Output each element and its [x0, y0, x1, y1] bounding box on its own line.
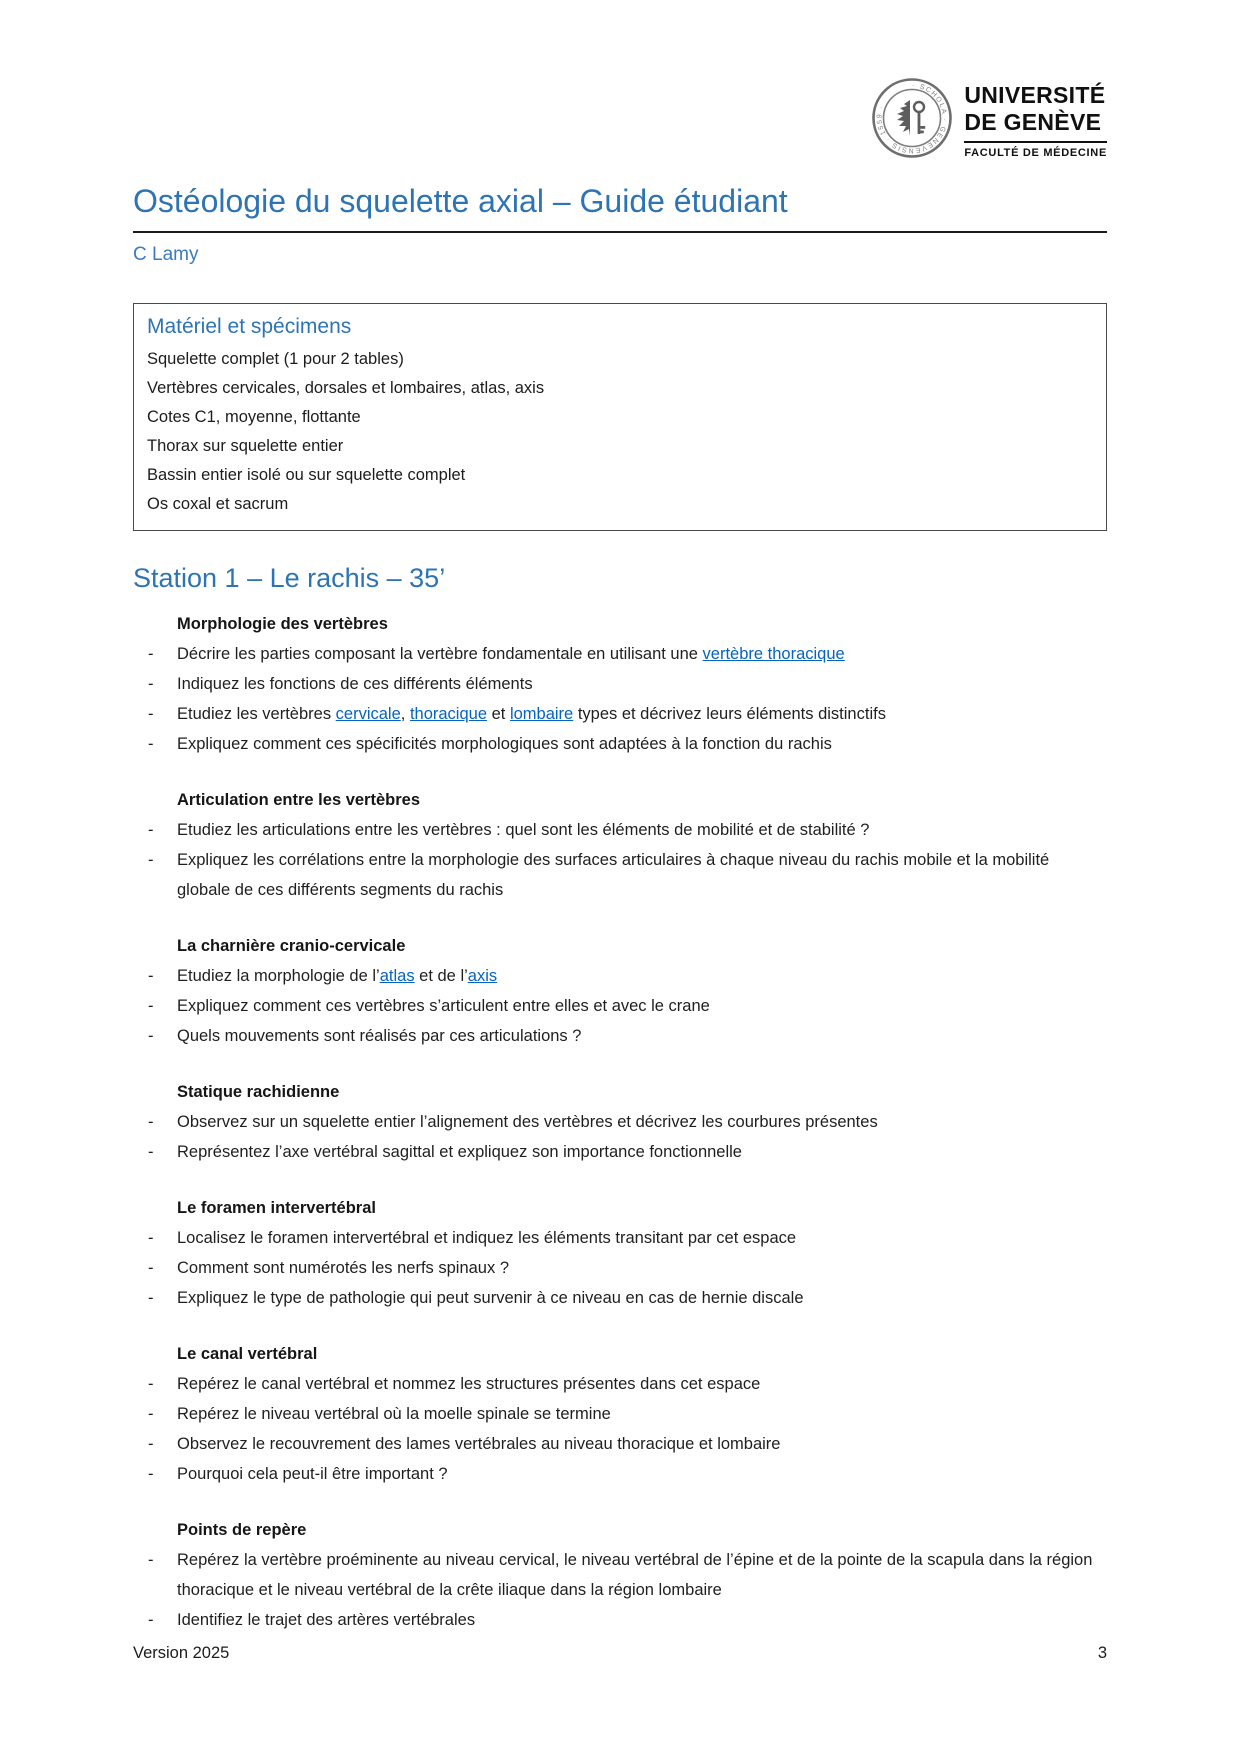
materials-item: Vertèbres cervicales, dorsales et lombaires, atlas, axis: [147, 379, 545, 397]
bullet-text: Identifiez le trajet des artères vertébrales: [177, 1611, 476, 1629]
logo-separator: [964, 141, 1107, 143]
bullet-text: Etudiez les vertèbres: [177, 705, 336, 723]
bullet-dash: -: [148, 1375, 154, 1393]
bullet-text: types et décrivez leurs éléments distinctifs: [573, 705, 886, 723]
bullet-text: Etudiez les articulations entre les vertèbres : quel sont les éléments de mobilité et de stabilité ?: [177, 821, 870, 839]
list-item: [133, 991, 1107, 1021]
link-lombaire[interactable]: lombaire: [509, 705, 574, 723]
list-item: [133, 699, 1107, 729]
bullet-dash: -: [148, 1229, 154, 1247]
section-heading: La charnière cranio-cervicale: [177, 937, 406, 955]
list-item: [133, 1369, 1107, 1399]
section-heading: Statique rachidienne: [177, 1083, 340, 1101]
list-item: [133, 1605, 1107, 1635]
bullet-text: Etudiez la morphologie de l’: [177, 967, 380, 985]
link-thoracique[interactable]: thoracique: [409, 705, 488, 723]
materials-item: Thorax sur squelette entier: [147, 437, 344, 455]
link-axis[interactable]: axis: [467, 967, 498, 985]
bullet-text: Observez sur un squelette entier l’alignement des vertèbres et décrivez les courbures présentes: [177, 1113, 878, 1131]
unige-logo-text: [964, 82, 1107, 159]
section-heading: Morphologie des vertèbres: [177, 615, 388, 633]
bullet-text: et: [487, 705, 510, 723]
bullet-dash: -: [148, 1611, 154, 1629]
bullet-dash: -: [148, 735, 154, 753]
page-title: Ostéologie du squelette axial – Guide étudiant: [133, 183, 788, 219]
bullet-text: Comment sont numérotés les nerfs spinaux ?: [177, 1259, 509, 1277]
bullet-text: et de l’: [414, 967, 468, 985]
bullet-text: Repérez la vertèbre proéminente au niveau cervical, le niveau vertébral de l’épine et de la pointe de la scapula dans la région thoracique et le niveau vertébral de la crête iliaque dans la région lombaire: [177, 1551, 1093, 1599]
materials-item: Bassin entier isolé ou sur squelette complet: [147, 466, 466, 484]
bullet-text: Décrire les parties composant la vertèbre fondamentale en utilisant une: [177, 645, 703, 663]
list-item: [133, 1021, 1107, 1051]
list-item: [133, 1545, 1107, 1605]
list-item: [133, 639, 1107, 669]
bullet-dash: -: [148, 1259, 154, 1277]
list-item: [133, 1399, 1107, 1429]
bullet-dash: -: [148, 1435, 154, 1453]
bullet-text: Observez le recouvrement des lames vertébrales au niveau thoracique et lombaire: [177, 1435, 781, 1453]
page-number: 3: [1097, 1644, 1107, 1662]
list-item: [133, 1107, 1107, 1137]
bullet-dash: -: [148, 1405, 154, 1423]
page-footer: [133, 1644, 1107, 1663]
list-item: [133, 961, 1107, 991]
logo-faculty: FACULTÉ DE MÉDECINE: [964, 147, 1107, 159]
section-statique: [133, 1077, 1107, 1167]
bullet-text: Expliquez comment ces spécificités morphologiques sont adaptées à la fonction du rachis: [177, 735, 832, 753]
bullet-dash: -: [148, 645, 154, 663]
bullet-text: Indiquez les fonctions de ces différents éléments: [177, 675, 533, 693]
list-item: [133, 729, 1107, 759]
list-item: [133, 1253, 1107, 1283]
list-item: [133, 1459, 1107, 1489]
link-atlas[interactable]: atlas: [379, 967, 415, 985]
bullet-dash: -: [148, 1027, 154, 1045]
unige-seal-icon: [870, 74, 954, 167]
section-canal: [133, 1339, 1107, 1489]
bullet-text: Représentez l’axe vertébral sagittal et expliquez son importance fonctionnelle: [177, 1143, 742, 1161]
station-heading: Station 1 – Le rachis – 35’: [133, 563, 446, 593]
list-item: [133, 815, 1107, 845]
bullet-dash: -: [148, 1465, 154, 1483]
list-item: [133, 1429, 1107, 1459]
bullet-text: Localisez le foramen intervertébral et indiquez les éléments transitant par cet espace: [177, 1229, 797, 1247]
bullet-text: Pourquoi cela peut-il être important ?: [177, 1465, 448, 1483]
footer-version: Version 2025: [133, 1644, 230, 1662]
bullet-dash: -: [148, 1289, 154, 1307]
logo-university-line1: UNIVERSITÉ: [964, 82, 1106, 108]
bullet-dash: -: [148, 1143, 154, 1161]
link-vertebre-thoracique[interactable]: vertèbre thoracique: [702, 645, 845, 663]
bullet-text: Expliquez le type de pathologie qui peut survenir à ce niveau en cas de hernie discale: [177, 1289, 804, 1307]
section-heading: Points de repère: [177, 1521, 307, 1539]
materials-item: Cotes C1, moyenne, flottante: [147, 408, 361, 426]
list-item: [133, 1137, 1107, 1167]
seal-ring-text: · SCHOLA · GENEVENSIS · 1559 ·: [876, 82, 948, 154]
section-charniere: [133, 931, 1107, 1051]
bullet-text: Quels mouvements sont réalisés par ces articulations ?: [177, 1027, 582, 1045]
bullet-text: Expliquez comment ces vertèbres s’articulent entre elles et avec le crane: [177, 997, 710, 1015]
bullet-text: ,: [400, 705, 410, 723]
bullet-dash: -: [148, 997, 154, 1015]
list-item: [133, 669, 1107, 699]
materials-heading: Matériel et spécimens: [147, 315, 352, 338]
materials-item: Squelette complet (1 pour 2 tables): [147, 350, 404, 368]
section-morphologie: [133, 609, 1107, 759]
materials-item: Os coxal et sacrum: [147, 495, 289, 513]
bullet-dash: -: [148, 705, 154, 723]
bullet-dash: -: [148, 675, 154, 693]
section-points-repere: [133, 1515, 1107, 1635]
bullet-text: Repérez le canal vertébral et nommez les structures présentes dans cet espace: [177, 1375, 761, 1393]
title-rule: [133, 231, 1107, 233]
author: C Lamy: [133, 244, 199, 265]
section-foramen: [133, 1193, 1107, 1313]
bullet-text: Expliquez les corrélations entre la morphologie des surfaces articulaires à chaque niveau du rachis mobile et la mobilité globale de ces différents segments du rachis: [177, 851, 1050, 899]
bullet-dash: -: [148, 821, 154, 839]
list-item: [133, 1283, 1107, 1313]
section-heading: Articulation entre les vertèbres: [177, 791, 421, 809]
bullet-dash: -: [148, 851, 154, 869]
section-heading: Le foramen intervertébral: [177, 1199, 376, 1217]
bullet-dash: -: [148, 1551, 154, 1569]
list-item: [133, 1223, 1107, 1253]
list-item: [133, 845, 1107, 905]
link-cervicale[interactable]: cervicale: [335, 705, 401, 723]
bullet-dash: -: [148, 967, 154, 985]
unige-logo: [870, 74, 1107, 167]
section-articulation: [133, 785, 1107, 905]
svg-text:· SCHOLA · GENEVENSIS · 1559 ·: [877, 82, 948, 153]
section-heading: Le canal vertébral: [177, 1345, 318, 1363]
materials-box: [133, 303, 1107, 531]
logo-university-line2: DE GENÈVE: [964, 109, 1102, 135]
bullet-dash: -: [148, 1113, 154, 1131]
bullet-text: Repérez le niveau vertébral où la moelle spinale se termine: [177, 1405, 611, 1423]
